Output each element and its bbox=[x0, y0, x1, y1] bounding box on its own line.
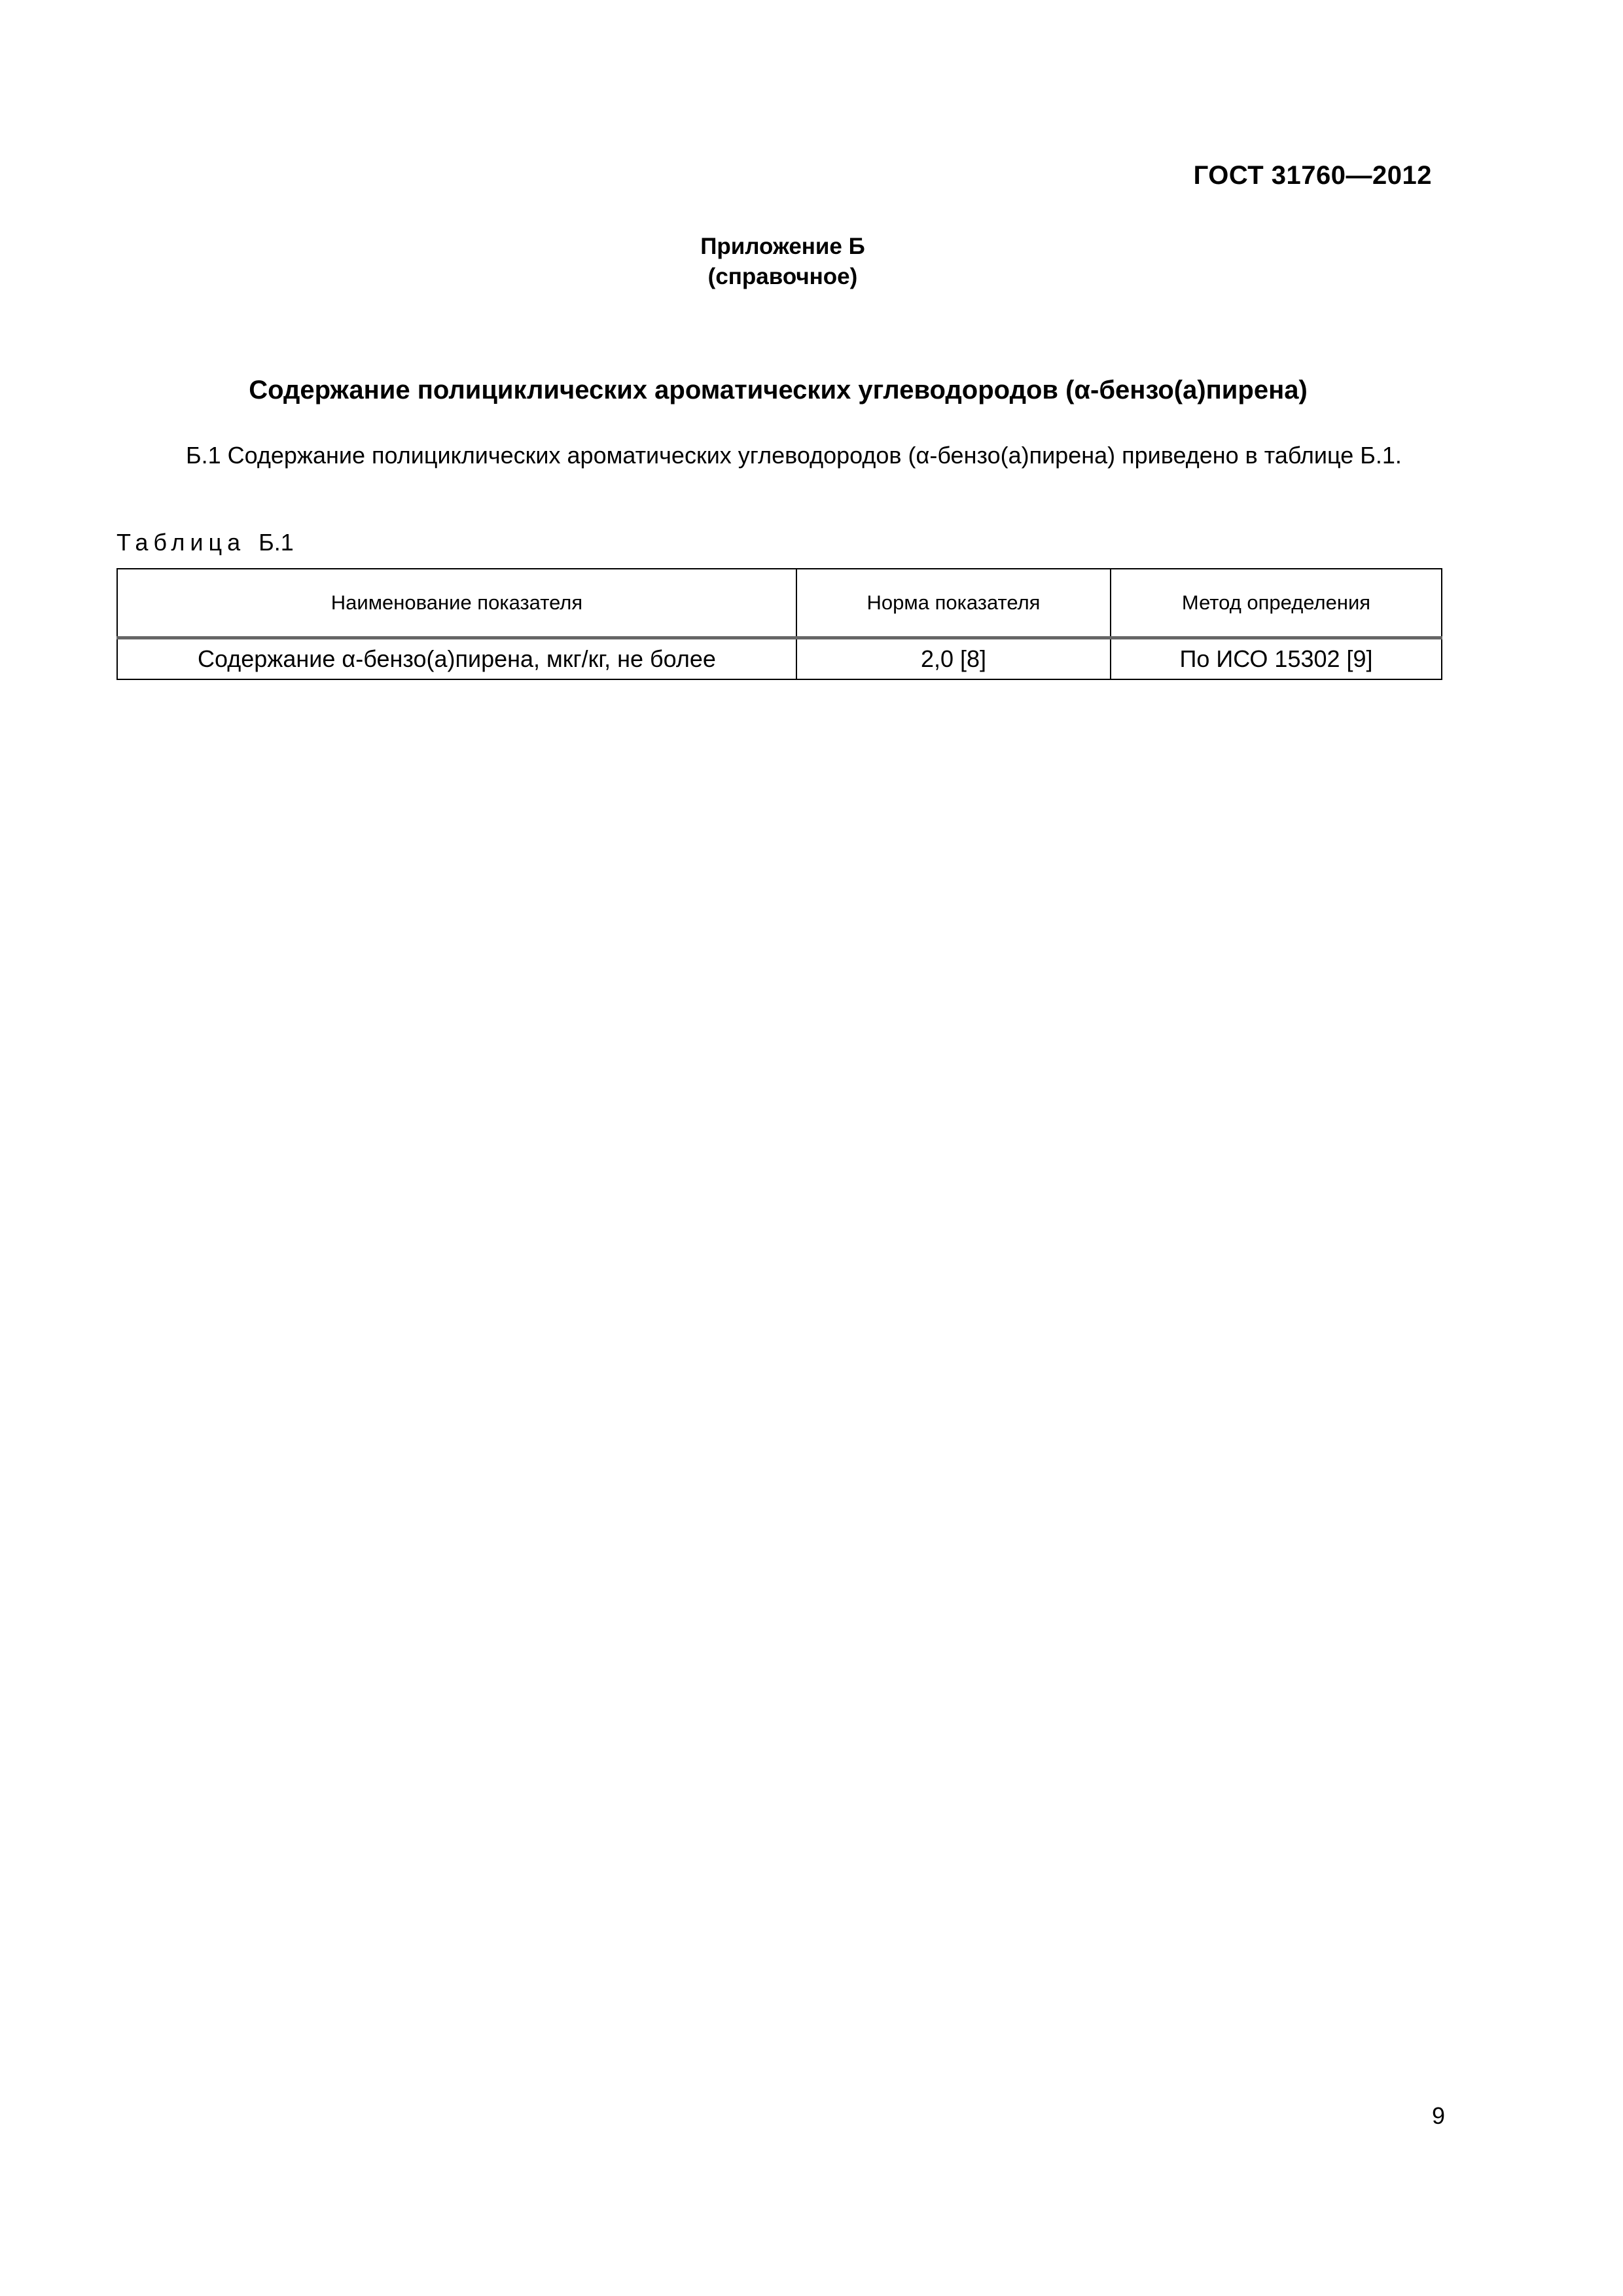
column-header-norm: Норма показателя bbox=[796, 569, 1111, 638]
indicator-table bbox=[116, 568, 1442, 680]
column-header-method: Метод определения bbox=[1111, 569, 1442, 638]
section-title: Содержание полициклических ароматических углеводородов (α-бензо(а)пирена) bbox=[249, 376, 1308, 404]
column-header-indicator: Наименование показателя bbox=[117, 569, 796, 638]
appendix-status: (справочное) bbox=[707, 264, 858, 289]
document-code: ГОСТ 31760—2012 bbox=[1193, 161, 1432, 190]
appendix-title: Приложение Б bbox=[700, 234, 865, 259]
appendix-heading bbox=[0, 232, 1565, 292]
table-header-row bbox=[117, 569, 1442, 638]
table-caption-number: Б.1 bbox=[259, 529, 294, 556]
table-row bbox=[117, 638, 1442, 680]
body-paragraph: Б.1 Содержание полициклических ароматических углеводородов (α-бензо(а)пирена) приведено в таблице Б.1. bbox=[186, 442, 1402, 469]
cell-norm: 2,0 [8] bbox=[796, 638, 1111, 680]
table-caption bbox=[116, 529, 294, 556]
table-caption-word: Таблица bbox=[116, 529, 246, 556]
cell-method: По ИСО 15302 [9] bbox=[1111, 638, 1442, 680]
cell-indicator: Содержание α-бензо(а)пирена, мкг/кг, не более bbox=[117, 638, 796, 680]
page-number: 9 bbox=[1431, 2102, 1445, 2129]
